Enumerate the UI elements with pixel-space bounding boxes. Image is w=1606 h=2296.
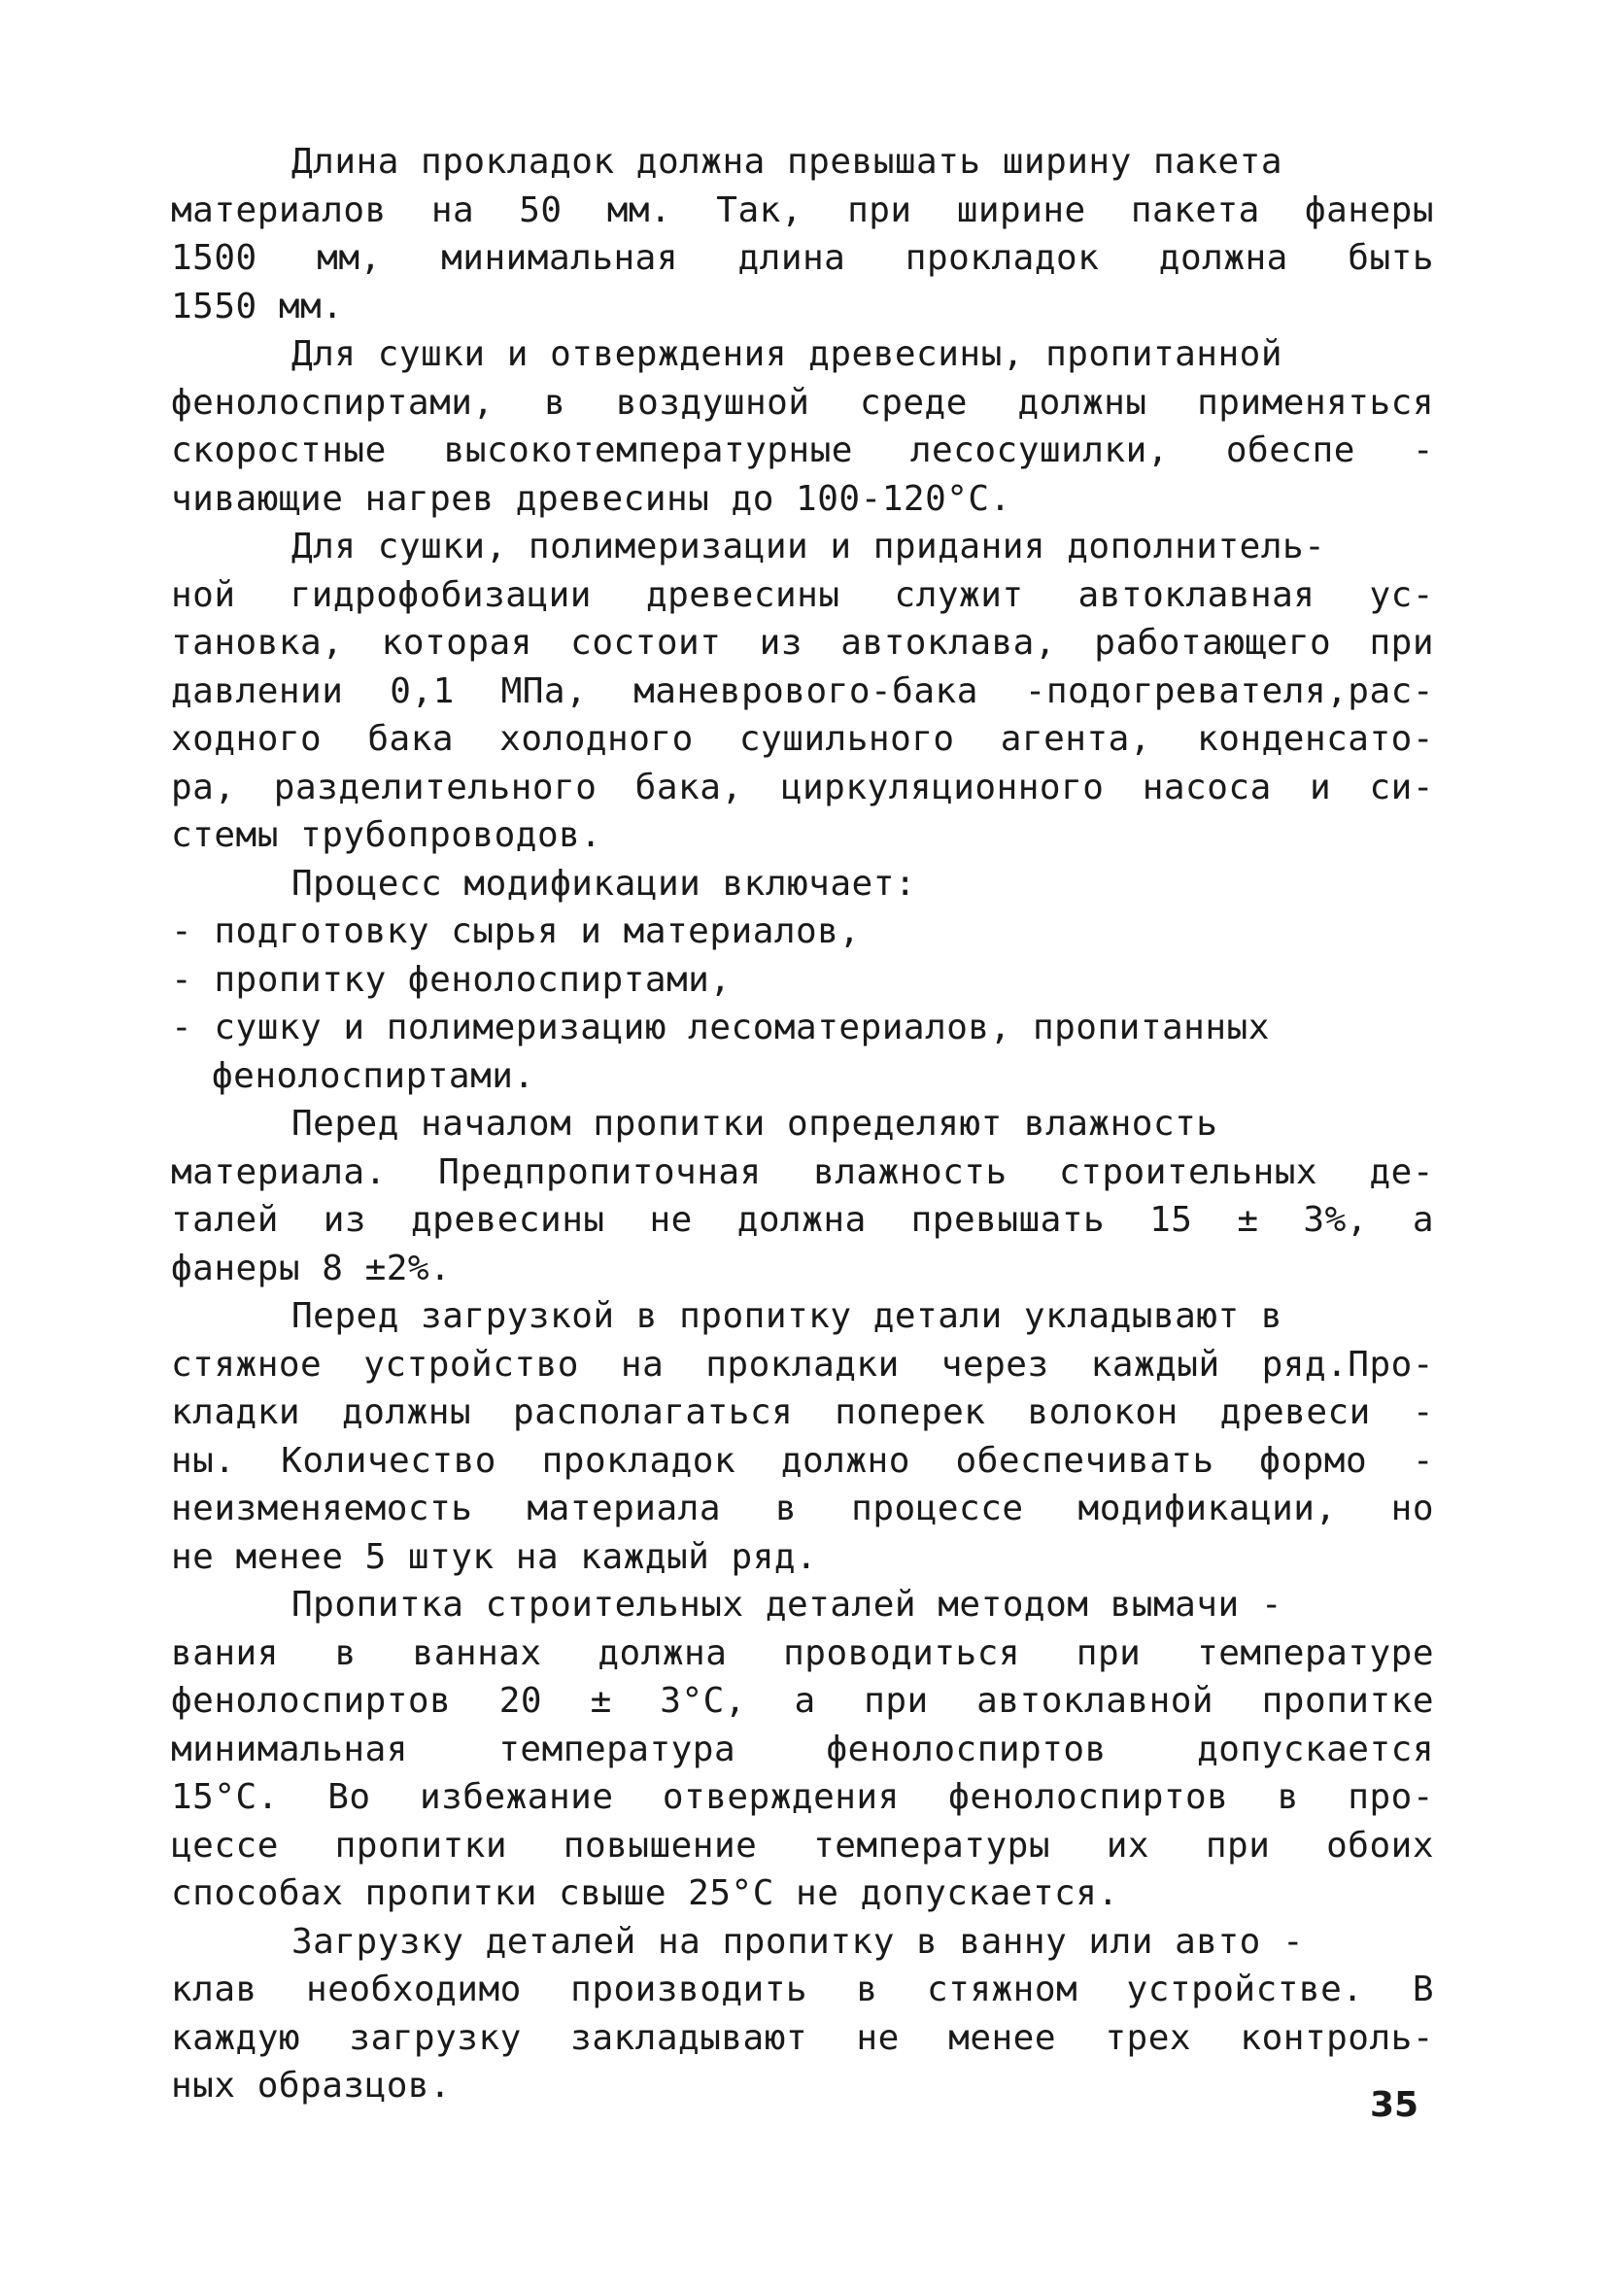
text-line: ра, разделительного бака, циркуляционного насоса и си- — [171, 767, 1434, 807]
text-line: кладки должны располагаться поперек волокон древеси - — [171, 1392, 1434, 1432]
text-line: каждую загрузку закладывают не менее трех контроль- — [171, 2017, 1434, 2058]
text-line: Загрузку деталей на пропитку в ванну или авто - — [291, 1921, 1305, 1962]
list-item: - пропитку фенолоспиртами, — [171, 959, 732, 1000]
text-line: скоростные высокотемпературные лесосушилки, обеспе - — [171, 430, 1434, 470]
list-item: - подготовку сырья и материалов, — [171, 911, 861, 951]
text-line: Процесс модификации включает: — [291, 863, 917, 904]
text-line: ных образцов. — [171, 2066, 452, 2106]
text-line: цессе пропитки повышение температуры их при обоих — [171, 1825, 1434, 1866]
text-line: фенолоспиртов 20 ± 3°С, а при автоклавной пропитке — [171, 1681, 1434, 1721]
text-line: минимальная температура фенолоспиртов допускается — [171, 1729, 1434, 1769]
text-line: вания в ваннах должна проводиться при температуре — [171, 1632, 1434, 1673]
text-line: Перед загрузкой в пропитку детали укладывают в — [291, 1296, 1282, 1336]
text-line: фенолоспиртами, в воздушной среде должны применяться — [171, 382, 1434, 423]
text-line: неизменяемость материала в процессе модификации, но — [171, 1489, 1434, 1528]
text-line: способах пропитки свыше 25°С не допускается. — [171, 1873, 1119, 1913]
text-line: ны. Количество прокладок должно обеспечивать формо - — [171, 1440, 1434, 1481]
text-line: стемы трубопроводов. — [171, 815, 602, 855]
text-line: фанеры 8 ±2%. — [171, 1248, 452, 1288]
text-line: материалов на 50 мм. Так, при ширине пакета фанеры — [171, 189, 1434, 230]
list-item-continuation: фенолоспиртами. — [212, 1055, 535, 1096]
page-number: 35 — [1370, 2085, 1419, 2125]
text-line: стяжное устройство на прокладки через каждый ряд.Про- — [171, 1344, 1434, 1385]
text-line: давлении 0,1 МПа, маневрового-бака -подогревателя,рас- — [171, 670, 1434, 711]
text-line: ной гидрофобизации древесины служит автоклавная ус- — [171, 574, 1434, 615]
text-line: чивающие нагрев древесины до 100-120°С. — [171, 478, 1011, 519]
text-line: не менее 5 штук на каждый ряд. — [171, 1536, 818, 1577]
text-line: Перед началом пропитки определяют влажность — [291, 1104, 1218, 1144]
text-line: клав необходимо производить в стяжном устройстве. В — [171, 1970, 1434, 2009]
text-line: материала. Предпропиточная влажность строительных де- — [171, 1151, 1434, 1192]
text-line: Пропитка строительных деталей методом вымачи - — [291, 1585, 1282, 1625]
text-line: ходного бака холодного сушильного агента, конденсато- — [171, 719, 1434, 759]
body-text — [171, 138, 1434, 2110]
list-item: - сушку и полимеризацию лесоматериалов, пропитанных — [171, 1008, 1270, 1047]
text-line: 1550 мм. — [171, 286, 344, 326]
text-line: талей из древесины не должна превышать 15 ± 3%, а — [171, 1200, 1434, 1240]
text-line: Для сушки, полимеризации и придания дополнитель- — [291, 527, 1326, 566]
text-line: 1500 мм, минимальная длина прокладок должна быть — [171, 238, 1434, 278]
text-line: тановка, которая состоит из автоклава, работающего при — [171, 623, 1434, 663]
text-line: 15°С. Во избежание отверждения фенолоспиртов в про- — [171, 1777, 1434, 1817]
text-line: Для сушки и отверждения древесины, пропитанной — [291, 334, 1282, 374]
text-line: Длина прокладок должна превышать ширину пакета — [291, 142, 1282, 182]
